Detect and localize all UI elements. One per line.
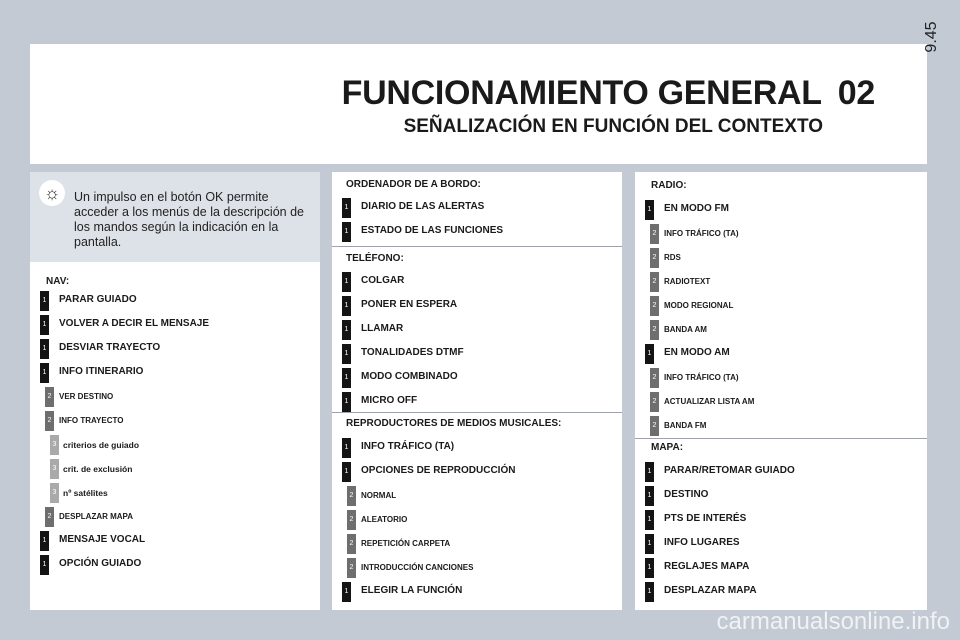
menu-item [635, 486, 915, 506]
menu-item [635, 462, 915, 482]
level-badge: 3 [50, 459, 59, 479]
middle-column [332, 172, 622, 610]
menu-item [30, 555, 310, 575]
menu-item-label: VER DESTINO [59, 392, 114, 401]
menu-item-label: DESVIAR TRAYECTO [59, 342, 161, 353]
section-divider [332, 412, 622, 413]
level-badge: 1 [645, 200, 654, 220]
menu-item [332, 272, 612, 292]
note-box [30, 172, 320, 262]
menu-item-label: REPETICIÓN CARPETA [361, 539, 451, 548]
section-divider [332, 246, 622, 247]
menu-item-label: crit. de exclusión [63, 464, 133, 474]
menu-item-label: nº satélites [63, 488, 108, 498]
level-badge: 1 [342, 438, 351, 458]
menu-item [30, 339, 310, 359]
menu-item-label: MENSAJE VOCAL [59, 534, 146, 545]
sun-icon: ☼ [39, 180, 65, 206]
header-panel [30, 44, 927, 164]
menu-item [30, 435, 310, 455]
page-title [342, 74, 875, 113]
level-badge: 1 [342, 272, 351, 292]
menu-item [332, 438, 612, 458]
menu-item-label: REGLAJES MAPA [664, 561, 750, 572]
level-badge: 2 [650, 224, 659, 244]
level-badge: 1 [40, 339, 49, 359]
level-badge: 1 [342, 368, 351, 388]
menu-item-label: DESPLAZAR MAPA [664, 585, 757, 596]
section-title: RADIO: [651, 180, 687, 191]
menu-item [635, 248, 915, 268]
level-badge: 1 [342, 344, 351, 364]
level-badge: 2 [650, 416, 659, 436]
level-badge: 2 [650, 368, 659, 388]
menu-item [635, 392, 915, 412]
menu-item [30, 531, 310, 551]
menu-item [332, 582, 612, 602]
menu-item [332, 392, 612, 412]
level-badge: 1 [645, 486, 654, 506]
level-badge: 2 [45, 387, 54, 407]
menu-item-label: INFO TRÁFICO (TA) [664, 229, 739, 238]
section-title: TELÉFONO: [346, 253, 404, 264]
menu-item-label: RDS [664, 253, 681, 262]
level-badge: 1 [342, 582, 351, 602]
menu-item [332, 198, 612, 218]
menu-item-label: criterios de guiado [63, 440, 140, 450]
level-badge: 1 [40, 555, 49, 575]
nav-column [30, 172, 320, 610]
menu-item [30, 459, 310, 479]
menu-item-label: ALEATORIO [361, 515, 408, 524]
menu-item [332, 320, 612, 340]
section-title: ORDENADOR DE A BORDO: [346, 179, 481, 190]
level-badge: 2 [650, 392, 659, 412]
menu-item-label: INFO TRÁFICO (TA) [664, 373, 739, 382]
menu-item [332, 486, 612, 506]
menu-item [635, 296, 915, 316]
chapter-number: 02 [837, 74, 875, 112]
level-badge: 1 [645, 534, 654, 554]
menu-item-label: MICRO OFF [361, 395, 418, 406]
menu-item [332, 368, 612, 388]
menu-item-label: TONALIDADES DTMF [361, 347, 464, 358]
level-badge: 1 [40, 315, 49, 335]
menu-item [332, 462, 612, 482]
menu-item [635, 558, 915, 578]
menu-item [332, 222, 612, 242]
menu-item-label: PARAR/RETOMAR GUIADO [664, 465, 795, 476]
menu-item-label: OPCIÓN GUIADO [59, 558, 142, 569]
level-badge: 1 [40, 363, 49, 383]
section-divider [635, 438, 927, 439]
menu-item [30, 363, 310, 383]
menu-item-label: ACTUALIZAR LISTA AM [664, 397, 755, 406]
menu-item-label: BANDA FM [664, 421, 707, 430]
level-badge: 1 [40, 531, 49, 551]
menu-item [635, 344, 915, 364]
menu-item-label: BANDA AM [664, 325, 707, 334]
level-badge: 1 [342, 320, 351, 340]
level-badge: 2 [347, 486, 356, 506]
menu-item [30, 411, 310, 431]
level-badge: 3 [50, 435, 59, 455]
right-column [635, 172, 927, 610]
menu-item [635, 582, 915, 602]
menu-item [635, 416, 915, 436]
level-badge: 2 [650, 296, 659, 316]
menu-item [635, 534, 915, 554]
level-badge: 2 [650, 248, 659, 268]
menu-item [30, 507, 310, 527]
level-badge: 1 [40, 291, 49, 311]
menu-item-label: NORMAL [361, 491, 397, 500]
menu-item-label: PTS DE INTERÉS [664, 513, 747, 524]
menu-item-label: PONER EN ESPERA [361, 299, 458, 310]
menu-item-label: ELEGIR LA FUNCIÓN [361, 585, 463, 596]
watermark: carmanualsonline.info [716, 608, 950, 635]
section-title: REPRODUCTORES DE MEDIOS MUSICALES: [346, 418, 562, 429]
level-badge: 2 [650, 320, 659, 340]
menu-item-label: MODO COMBINADO [361, 371, 458, 382]
level-badge: 2 [45, 411, 54, 431]
menu-item-label: INFO TRÁFICO (TA) [361, 441, 455, 452]
title-text: FUNCIONAMIENTO GENERAL [341, 74, 822, 112]
menu-item-label: INFO ITINERARIO [59, 366, 144, 377]
menu-item [332, 510, 612, 530]
level-badge: 1 [342, 222, 351, 242]
menu-item-label: EN MODO FM [664, 203, 729, 214]
menu-item-label: RADIOTEXT [664, 277, 711, 286]
menu-item [332, 558, 612, 578]
section-title: NAV: [46, 276, 70, 287]
menu-item-label: COLGAR [361, 275, 405, 286]
menu-item-label: INTRODUCCIÓN CANCIONES [361, 563, 474, 572]
level-badge: 1 [342, 198, 351, 218]
level-badge: 1 [342, 392, 351, 412]
page-number: 9.45 [923, 21, 940, 53]
menu-item [635, 200, 915, 220]
level-badge: 2 [45, 507, 54, 527]
menu-item-label: INFO LUGARES [664, 537, 740, 548]
level-badge: 2 [347, 558, 356, 578]
menu-item [332, 296, 612, 316]
menu-item [332, 344, 612, 364]
menu-item [30, 483, 310, 503]
menu-item-label: ESTADO DE LAS FUNCIONES [361, 225, 504, 236]
level-badge: 1 [645, 462, 654, 482]
level-badge: 2 [347, 534, 356, 554]
menu-item [635, 320, 915, 340]
menu-item [30, 291, 310, 311]
menu-item-label: DESTINO [664, 489, 709, 500]
level-badge: 1 [645, 558, 654, 578]
menu-item-label: LLAMAR [361, 323, 404, 334]
menu-item [635, 510, 915, 530]
page-subtitle: SEÑALIZACIÓN EN FUNCIÓN DEL CONTEXTO [403, 116, 823, 137]
menu-item [635, 272, 915, 292]
menu-item-label: DIARIO DE LAS ALERTAS [361, 201, 485, 212]
menu-item-label: VOLVER A DECIR EL MENSAJE [59, 318, 210, 329]
menu-item-label: OPCIONES DE REPRODUCCIÓN [361, 465, 516, 476]
menu-item-label: INFO TRAYECTO [59, 416, 124, 425]
menu-item-label: MODO REGIONAL [664, 301, 734, 310]
level-badge: 1 [645, 344, 654, 364]
menu-item-label: PARAR GUIADO [59, 294, 137, 305]
level-badge: 1 [645, 582, 654, 602]
menu-item [30, 387, 310, 407]
note-text: Un impulso en el botón OK permite acceder a los menús de la descripción de los mandos según la indicación en la pantalla. [74, 190, 304, 249]
level-badge: 1 [645, 510, 654, 530]
menu-item-label: DESPLAZAR MAPA [59, 512, 134, 521]
menu-item [332, 534, 612, 554]
menu-item [635, 224, 915, 244]
menu-item [635, 368, 915, 388]
menu-item [30, 315, 310, 335]
menu-item-label: EN MODO AM [664, 347, 730, 358]
level-badge: 3 [50, 483, 59, 503]
level-badge: 1 [342, 462, 351, 482]
section-title: MAPA: [651, 442, 684, 453]
level-badge: 2 [650, 272, 659, 292]
level-badge: 1 [342, 296, 351, 316]
level-badge: 2 [347, 510, 356, 530]
